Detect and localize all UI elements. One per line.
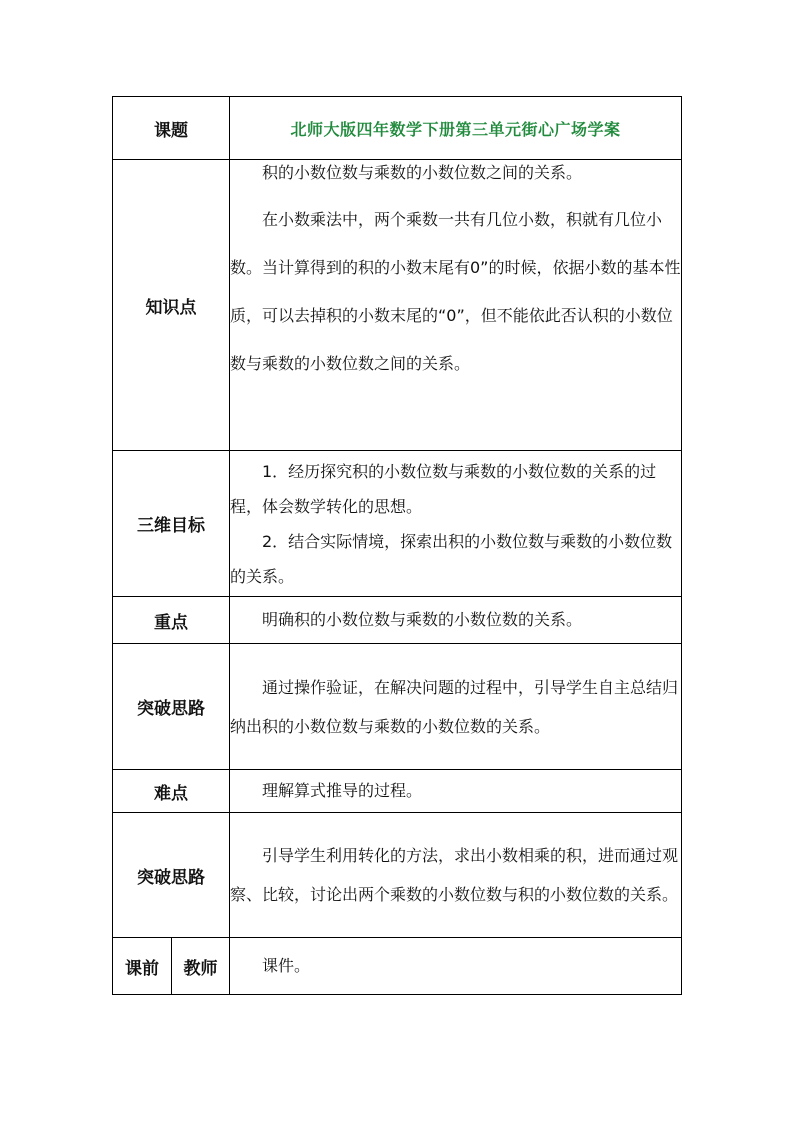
breakthrough-1-content: [230, 644, 682, 770]
difficulty-content: [230, 770, 682, 813]
row-goals: [113, 451, 682, 597]
page-title: 北师大版四年数学下册第三单元街心广场学案: [230, 97, 682, 160]
preclass-label: 课前: [113, 938, 172, 995]
key-point-label: 重点: [113, 597, 230, 644]
row-difficulty: [113, 770, 682, 813]
lesson-plan-table: [112, 96, 682, 995]
goals-label: 三维目标: [113, 451, 230, 597]
row-preclass: [113, 938, 682, 995]
preclass-text: 课件。: [262, 956, 311, 975]
key-point-text: 明确积的小数位数与乘数的小数位数的关系。: [262, 610, 583, 629]
row-key-point: [113, 597, 682, 644]
breakthrough-2-text: 引导学生利用转化的方法，求出小数相乘的积，进而通过观察、比较，讨论出两个乘数的小数位数与积的小数位数的关系。: [230, 846, 679, 904]
goal-item-1: 1．经历探究积的小数位数与乘数的小数位数的关系的过程，体会数学转化的思想。: [230, 461, 657, 516]
key-point-content: [230, 597, 682, 644]
row-breakthrough-2: [113, 813, 682, 938]
breakthrough-1-label: 突破思路: [113, 644, 230, 770]
preclass-content: [230, 938, 682, 995]
knowledge-paragraph-2: 在小数乘法中，两个乘数一共有几位小数，积就有几位小数。当计算得到的积的小数末尾有0”的时候，依据小数的基本性质，可以去掉积的小数末尾的“0”，但不能依此否认积的小数位数与乘数的小数位数之间的关系。: [230, 210, 681, 373]
goals-content: [230, 451, 682, 597]
knowledge-label: 知识点: [113, 160, 230, 451]
row-breakthrough-1: [113, 644, 682, 770]
topic-label: 课题: [113, 97, 230, 160]
teacher-label: 教师: [172, 938, 230, 995]
knowledge-content: [230, 160, 682, 451]
row-knowledge: [113, 160, 682, 451]
difficulty-label: 难点: [113, 770, 230, 813]
knowledge-paragraph-1: 积的小数位数与乘数的小数位数之间的关系。: [262, 163, 583, 182]
breakthrough-2-content: [230, 813, 682, 938]
breakthrough-2-label: 突破思路: [113, 813, 230, 938]
row-topic: [113, 97, 682, 160]
difficulty-text: 理解算式推导的过程。: [262, 781, 423, 800]
goal-item-2: 2．结合实际情境，探索出积的小数位数与乘数的小数位数的关系。: [230, 531, 673, 586]
breakthrough-1-text: 通过操作验证，在解决问题的过程中，引导学生自主总结归纳出积的小数位数与乘数的小数位数的关系。: [230, 677, 679, 736]
